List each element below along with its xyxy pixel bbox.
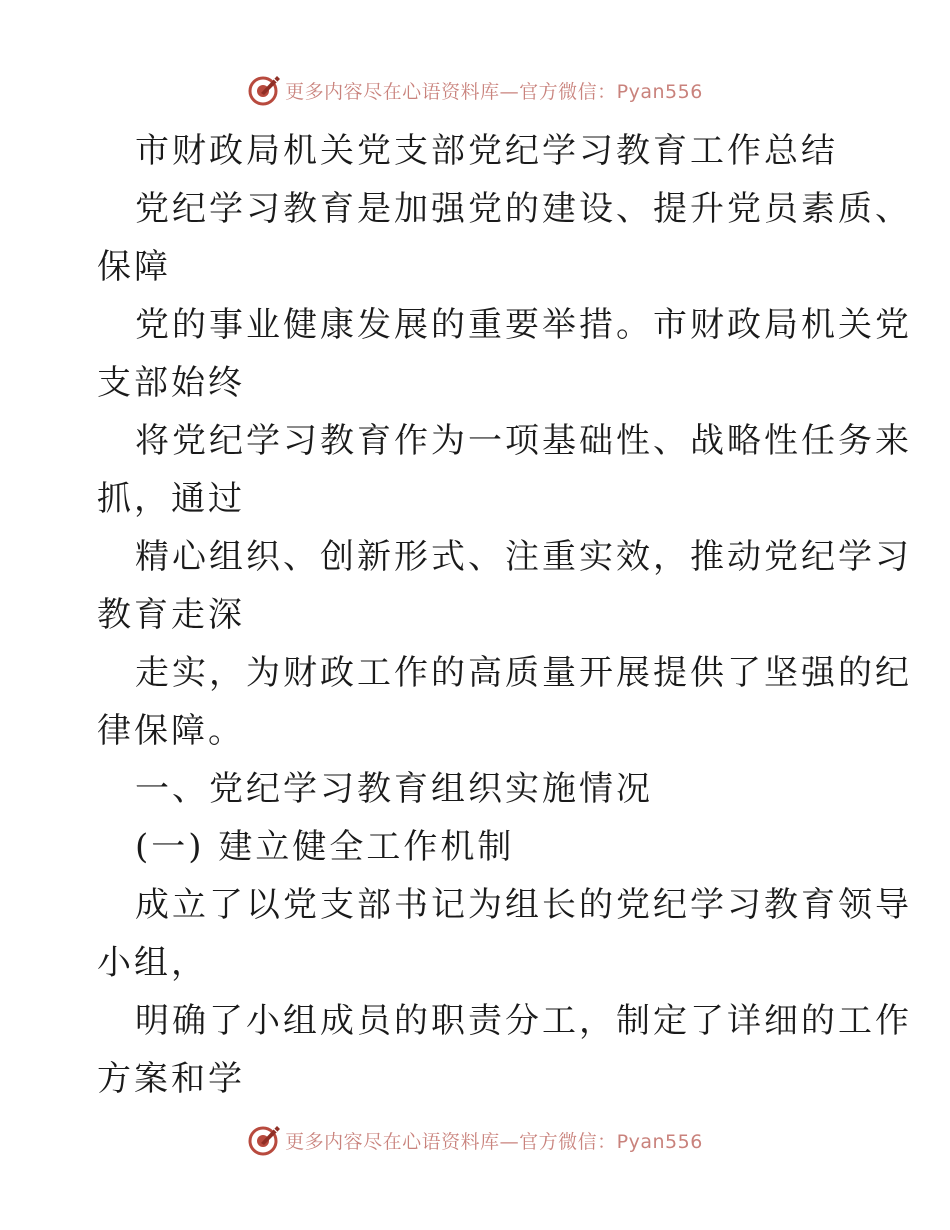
text-line: (一) 建立健全工作机制: [135, 827, 515, 867]
text-line: 成立了以党支部书记为组长的党纪学习教育领导: [135, 885, 912, 925]
text-line: 将党纪学习教育作为一项基础性、战略性任务来: [135, 421, 912, 461]
pen-logo-icon: [247, 1123, 281, 1157]
pen-logo-icon: [247, 73, 281, 107]
text-line: 方案和学: [97, 1059, 245, 1099]
watermark-footer: [0, 1120, 950, 1160]
text-line: 一、党纪学习教育组织实施情况: [135, 769, 653, 809]
text-line: 教育走深: [97, 595, 245, 635]
watermark-site: 更多内容尽在心语资料库—官方微信：: [285, 1130, 617, 1153]
text-line: 精心组织、创新形式、注重实效，推动党纪学习: [135, 537, 912, 577]
text-line: 小组，: [97, 943, 208, 983]
text-line: 明确了小组成员的职责分工，制定了详细的工作: [135, 1001, 912, 1041]
document-body: [97, 122, 912, 1108]
watermark-header: [0, 70, 950, 110]
text-line: 保障: [97, 247, 171, 287]
text-line: 走实，为财政工作的高质量开展提供了坚强的纪: [135, 653, 912, 693]
text-line: 党的事业健康发展的重要举措。市财政局机关党: [135, 305, 912, 345]
watermark-text: [285, 1127, 703, 1154]
watermark-wechat-id: Pyan556: [616, 1130, 703, 1153]
watermark-wechat-id: Pyan556: [616, 80, 703, 103]
text-line: 市财政局机关党支部党纪学习教育工作总结: [135, 131, 838, 171]
watermark-site: 更多内容尽在心语资料库—官方微信：: [285, 80, 617, 103]
text-line: 律保障。: [97, 711, 245, 751]
text-line: 支部始终: [97, 363, 245, 403]
text-line: 抓，通过: [97, 479, 245, 519]
watermark-text: [285, 77, 703, 104]
text-line: 党纪学习教育是加强党的建设、提升党员素质、: [135, 189, 912, 229]
